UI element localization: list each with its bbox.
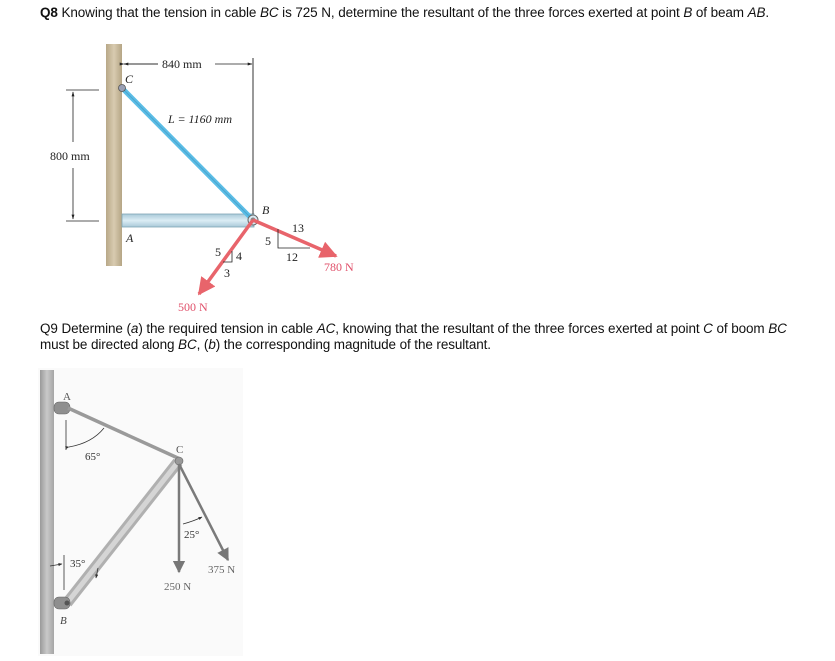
svg-text:5: 5 [215, 245, 221, 259]
angle-35-label: 35° [70, 558, 86, 570]
q8-question-text: Q8 Knowing that the tension in cable BC is 725 N, determine the resultant of the three forces exerted at point B of beam AB. [40, 5, 770, 20]
q8-figure [0, 0, 835, 320]
q8-number: Q8 [40, 5, 58, 20]
cable-length-label: L = 1160 mm [168, 112, 232, 126]
q9-figure [0, 360, 835, 661]
force-500-arrow [199, 220, 253, 294]
force-500-label: 500 N [178, 300, 208, 314]
bracket-a [54, 402, 70, 414]
wall [106, 44, 122, 266]
force-375-label: 375 N [208, 564, 236, 576]
svg-text:3: 3 [224, 266, 230, 280]
label-c: C [125, 72, 134, 86]
force-780-label: 780 N [324, 260, 354, 274]
dim-840: 840 mm [162, 57, 202, 71]
label-b: B [60, 615, 67, 627]
svg-text:12: 12 [286, 250, 298, 264]
angle-25-label: 25° [184, 529, 200, 541]
q9-question-text: Q9 Determine (a) the required tension in cable AC, knowing that the resultant of the three forces exerted at point C of boom BC must be directed along BC, (b) the corresponding magnitude of the resultant. [40, 321, 787, 352]
svg-text:5: 5 [265, 234, 271, 248]
svg-text:4: 4 [236, 249, 242, 263]
wall-post [40, 370, 54, 654]
label-b: B [262, 203, 270, 217]
svg-text:13: 13 [292, 221, 304, 235]
label-c: C [176, 444, 184, 456]
q9-number: Q9 [40, 321, 58, 336]
angle-65-label: 65° [85, 451, 101, 463]
dim-800: 800 mm [50, 149, 90, 163]
force-250-label: 250 N [164, 581, 192, 593]
label-a: A [126, 231, 134, 245]
label-a: A [63, 391, 71, 403]
beam-ab [122, 214, 254, 227]
